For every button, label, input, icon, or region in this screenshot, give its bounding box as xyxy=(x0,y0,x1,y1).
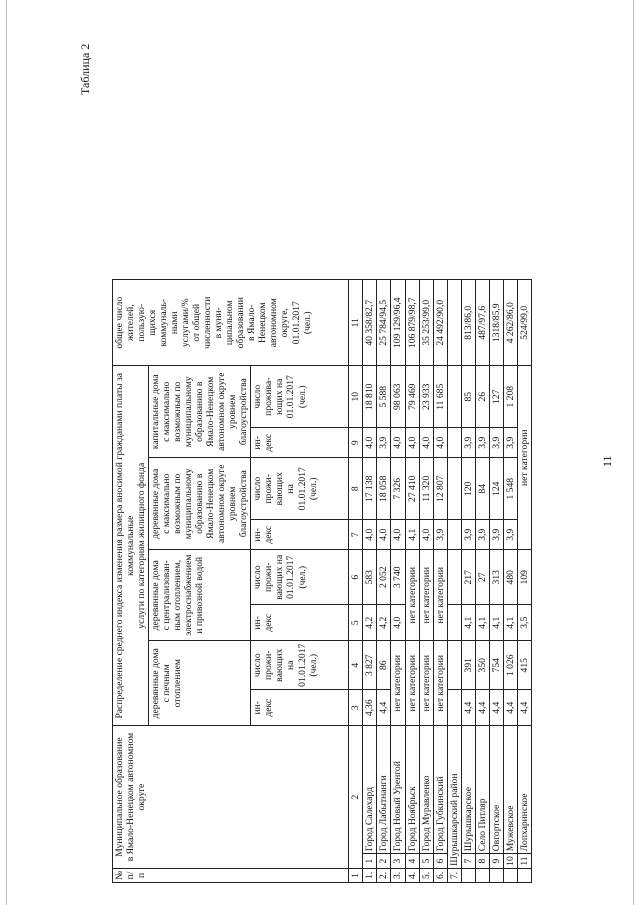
row-number: 2. xyxy=(377,868,391,882)
cell-value: 1 026 xyxy=(503,641,517,690)
cell-value: 3,9 xyxy=(503,428,517,458)
cell-value: 4,0 xyxy=(405,428,419,458)
cell-value: 217 xyxy=(461,550,475,605)
cell-value: 1 208 xyxy=(503,366,517,428)
municipality-name: Село Питляр xyxy=(475,726,489,854)
cell-value: 1 548 xyxy=(503,458,517,520)
cell-value: 4,4 xyxy=(475,690,489,726)
header-group-2: деревянные дома с централизован- ным отоплением, электроснабжением и привозной водой xyxy=(149,550,251,641)
row-subnumber: 7 xyxy=(461,854,475,869)
column-number: 9 xyxy=(349,428,363,458)
header-municipality: Муниципальное образование в Ямало-Ненецком автономном округе xyxy=(113,726,349,869)
municipality-name: Город Ноябрьск xyxy=(405,726,419,854)
row-number: 5. xyxy=(419,868,433,882)
cell-value: 18 810 xyxy=(363,366,377,428)
cell-value: 5 588 xyxy=(377,366,391,428)
cell-value: 4,1 xyxy=(475,605,489,641)
cell-value: 4,0 xyxy=(391,520,405,550)
row-number: 4. xyxy=(405,868,419,882)
header-index: ин- декс xyxy=(251,520,349,550)
table-row xyxy=(377,280,391,883)
cell-total: 106 879/98,7 xyxy=(405,280,419,366)
cell-total: 25 784/94,5 xyxy=(377,280,391,366)
header-group-1: деревянные дома с печным отоплением xyxy=(149,641,251,726)
cell-value: 3,9 xyxy=(377,428,391,458)
column-number: 8 xyxy=(349,458,363,520)
no-category-cell: нет категории xyxy=(391,641,405,726)
cell-value: 313 xyxy=(489,550,503,605)
cell-value: 84 xyxy=(475,458,489,520)
cell-value: 23 933 xyxy=(419,366,433,428)
cell-value: 3,9 xyxy=(433,520,447,550)
cell-value: 4,2 xyxy=(377,605,391,641)
cell-value: 3,9 xyxy=(475,428,489,458)
cell-value: 4,1 xyxy=(461,605,475,641)
cell-value: 4,0 xyxy=(391,605,405,641)
header-index: ин- декс xyxy=(251,690,349,726)
table-row xyxy=(405,280,419,883)
column-number: 1 xyxy=(349,868,363,882)
no-category-cell: нет категории xyxy=(433,550,447,641)
cell-value: 4,0 xyxy=(419,428,433,458)
row-subnumber: 4 xyxy=(405,854,419,869)
cell-value: 4,4 xyxy=(377,690,391,726)
no-category-cell: нет категории xyxy=(419,550,433,641)
cell-value: 109 xyxy=(517,550,531,605)
cell-value: 4,1 xyxy=(489,605,503,641)
column-number: 6 xyxy=(349,550,363,605)
cell-value: 4,2 xyxy=(363,605,377,641)
no-category-cell: нет категории xyxy=(433,641,447,726)
header-distribution: Распределение среднего индекса изменения размера вносимой гражданами платы за коммунальные услуги по категориям жилищного фонда xyxy=(113,366,149,726)
cell-value: 3,9 xyxy=(489,520,503,550)
cell-value: 3,9 xyxy=(489,428,503,458)
no-category-cell: нет категории xyxy=(517,366,531,550)
cell-value: 4,4 xyxy=(489,690,503,726)
cell-total: 524/99,0 xyxy=(517,280,531,366)
cell-value: 4,4 xyxy=(503,690,517,726)
data-table xyxy=(112,279,532,883)
header-residents: число прожи- вающих на 01.01.2017 (чел.) xyxy=(251,458,349,520)
cell-value: 3,9 xyxy=(503,520,517,550)
column-number: 5 xyxy=(349,605,363,641)
table-row xyxy=(475,280,489,883)
row-subnumber: 1 xyxy=(363,854,377,869)
table-row xyxy=(419,280,433,883)
municipality-name: Город Новый Уренгой xyxy=(391,726,405,854)
municipality-name: Мужевское xyxy=(503,726,517,854)
row-number: 1. xyxy=(363,868,377,882)
cell-value: 98 063 xyxy=(391,366,405,428)
cell-value: 4,1 xyxy=(405,520,419,550)
cell-total: 24 492/90,0 xyxy=(433,280,447,366)
cell-value: 79 469 xyxy=(405,366,419,428)
cell-value: 127 xyxy=(489,366,503,428)
no-category-cell: нет категории xyxy=(419,641,433,726)
cell-total: 4 262/86,0 xyxy=(503,280,517,366)
cell-value: 415 xyxy=(517,641,531,690)
header-residents: число прожи- вающих на 01.01.2017 (чел.) xyxy=(251,550,349,605)
cell-value: 85 xyxy=(461,366,475,428)
table-row xyxy=(461,280,475,883)
cell-value: 4,36 xyxy=(363,690,377,726)
cell-value: 4,0 xyxy=(363,520,377,550)
table-row xyxy=(391,280,405,883)
cell-value: 754 xyxy=(489,641,503,690)
cell-value: 3,9 xyxy=(475,520,489,550)
district-name: Шурышкарский район xyxy=(447,726,461,869)
cell-total: 813/86,0 xyxy=(461,280,475,366)
cell-value: 7 326 xyxy=(391,458,405,520)
row-number: 3. xyxy=(391,868,405,882)
header-num: № п/п xyxy=(113,868,349,882)
cell-value: 11 320 xyxy=(419,458,433,520)
cell-value: 4,4 xyxy=(517,690,531,726)
table-row xyxy=(503,280,517,883)
cell-value: 350 xyxy=(475,641,489,690)
cell-value: 4,4 xyxy=(461,690,475,726)
municipality-name: Город Салехард xyxy=(363,726,377,854)
cell-value: 3,9 xyxy=(461,520,475,550)
cell-value: 120 xyxy=(461,458,475,520)
cell-value: 17 138 xyxy=(363,458,377,520)
row-subnumber: 8 xyxy=(475,854,489,869)
row-subnumber: 11 xyxy=(517,854,531,869)
cell-value: 4,0 xyxy=(391,428,405,458)
row-subnumber: 5 xyxy=(419,854,433,869)
header-residents: число прожива- ющих на 01.01.2017 (чел.) xyxy=(251,366,349,428)
municipality-name: Город Лабытнанги xyxy=(377,726,391,854)
cell-value: 124 xyxy=(489,458,503,520)
row-subnumber: 6 xyxy=(433,854,447,869)
row-subnumber: 10 xyxy=(503,854,517,869)
header-index: ин- декс xyxy=(251,428,349,458)
cell-total: 40 358/82,7 xyxy=(363,280,377,366)
header-group-3: деревянные дома с максимально возможным по муниципальному образованию в Ямало-Ненецком автономном округе уровнем благоустройства xyxy=(149,458,251,550)
cell-value: 27 xyxy=(475,550,489,605)
table-row xyxy=(517,280,531,883)
cell-value: 4,0 xyxy=(433,428,447,458)
cell-value: 3,9 xyxy=(461,428,475,458)
cell-value: 3,5 xyxy=(517,605,531,641)
column-number: 4 xyxy=(349,641,363,690)
cell-value: 26 xyxy=(475,366,489,428)
cell-value: 4,0 xyxy=(363,428,377,458)
no-category-cell: нет категории xyxy=(405,641,419,726)
row-subnumber: 3 xyxy=(391,854,405,869)
cell-value: 480 xyxy=(503,550,517,605)
municipality-name: Город Губкинский xyxy=(433,726,447,854)
district-row xyxy=(447,280,461,883)
municipality-name: Лопхаринское xyxy=(517,726,531,854)
cell-value: 3 740 xyxy=(391,550,405,605)
municipality-name: Город Муравленко xyxy=(419,726,433,854)
cell-value: 86 xyxy=(377,641,391,690)
row-subnumber: 9 xyxy=(489,854,503,869)
cell-value: 12 807 xyxy=(433,458,447,520)
column-number-row xyxy=(349,280,363,883)
table-label: Таблица 2 xyxy=(78,43,92,95)
no-category-cell: нет категории xyxy=(405,550,419,641)
cell-total: 35 253/99,0 xyxy=(419,280,433,366)
column-number: 3 xyxy=(349,690,363,726)
cell-value: 583 xyxy=(363,550,377,605)
cell-value: 4,1 xyxy=(503,605,517,641)
cell-value: 3 827 xyxy=(363,641,377,690)
table-row xyxy=(433,280,447,883)
cell-value: 4,0 xyxy=(377,520,391,550)
column-number: 7 xyxy=(349,520,363,550)
cell-value: 11 685 xyxy=(433,366,447,428)
row-subnumber: 2 xyxy=(377,854,391,869)
cell-value: 27 410 xyxy=(405,458,419,520)
cell-value: 18 058 xyxy=(377,458,391,520)
column-number: 11 xyxy=(349,280,363,366)
header-index: ин- декс xyxy=(251,605,349,641)
page-number: 11 xyxy=(600,455,614,467)
row-number: 6. xyxy=(433,868,447,882)
cell-total: 109 129/96,4 xyxy=(391,280,405,366)
cell-total: 487/97,6 xyxy=(475,280,489,366)
cell-value: 391 xyxy=(461,641,475,690)
table-row xyxy=(363,280,377,883)
municipality-name: Овгортское xyxy=(489,726,503,854)
row-number: 7. xyxy=(447,868,461,882)
cell-value: 4,0 xyxy=(419,520,433,550)
municipality-name: Шурышкарское xyxy=(461,726,475,854)
table-row xyxy=(489,280,503,883)
cell-total: 1318/85,9 xyxy=(489,280,503,366)
header-total: общее число жителей, пользую- щихся коммуналь- ными услугами/% от общей численности в муни- ципальном образовании в Ямало- Ненецком автономном округе, 01.01.2017 (чел.) xyxy=(113,280,349,366)
column-number: 10 xyxy=(349,366,363,428)
column-number: 2 xyxy=(349,726,363,869)
header-group-4: капитальные дома с максимально возможным по муниципальному образованию в Ямало-Ненецком автономном округе уровнем благоустройства xyxy=(149,366,251,458)
cell-value: 2 052 xyxy=(377,550,391,605)
header-residents: число прожи- вающих на 01.01.2017 (чел.) xyxy=(251,641,349,690)
